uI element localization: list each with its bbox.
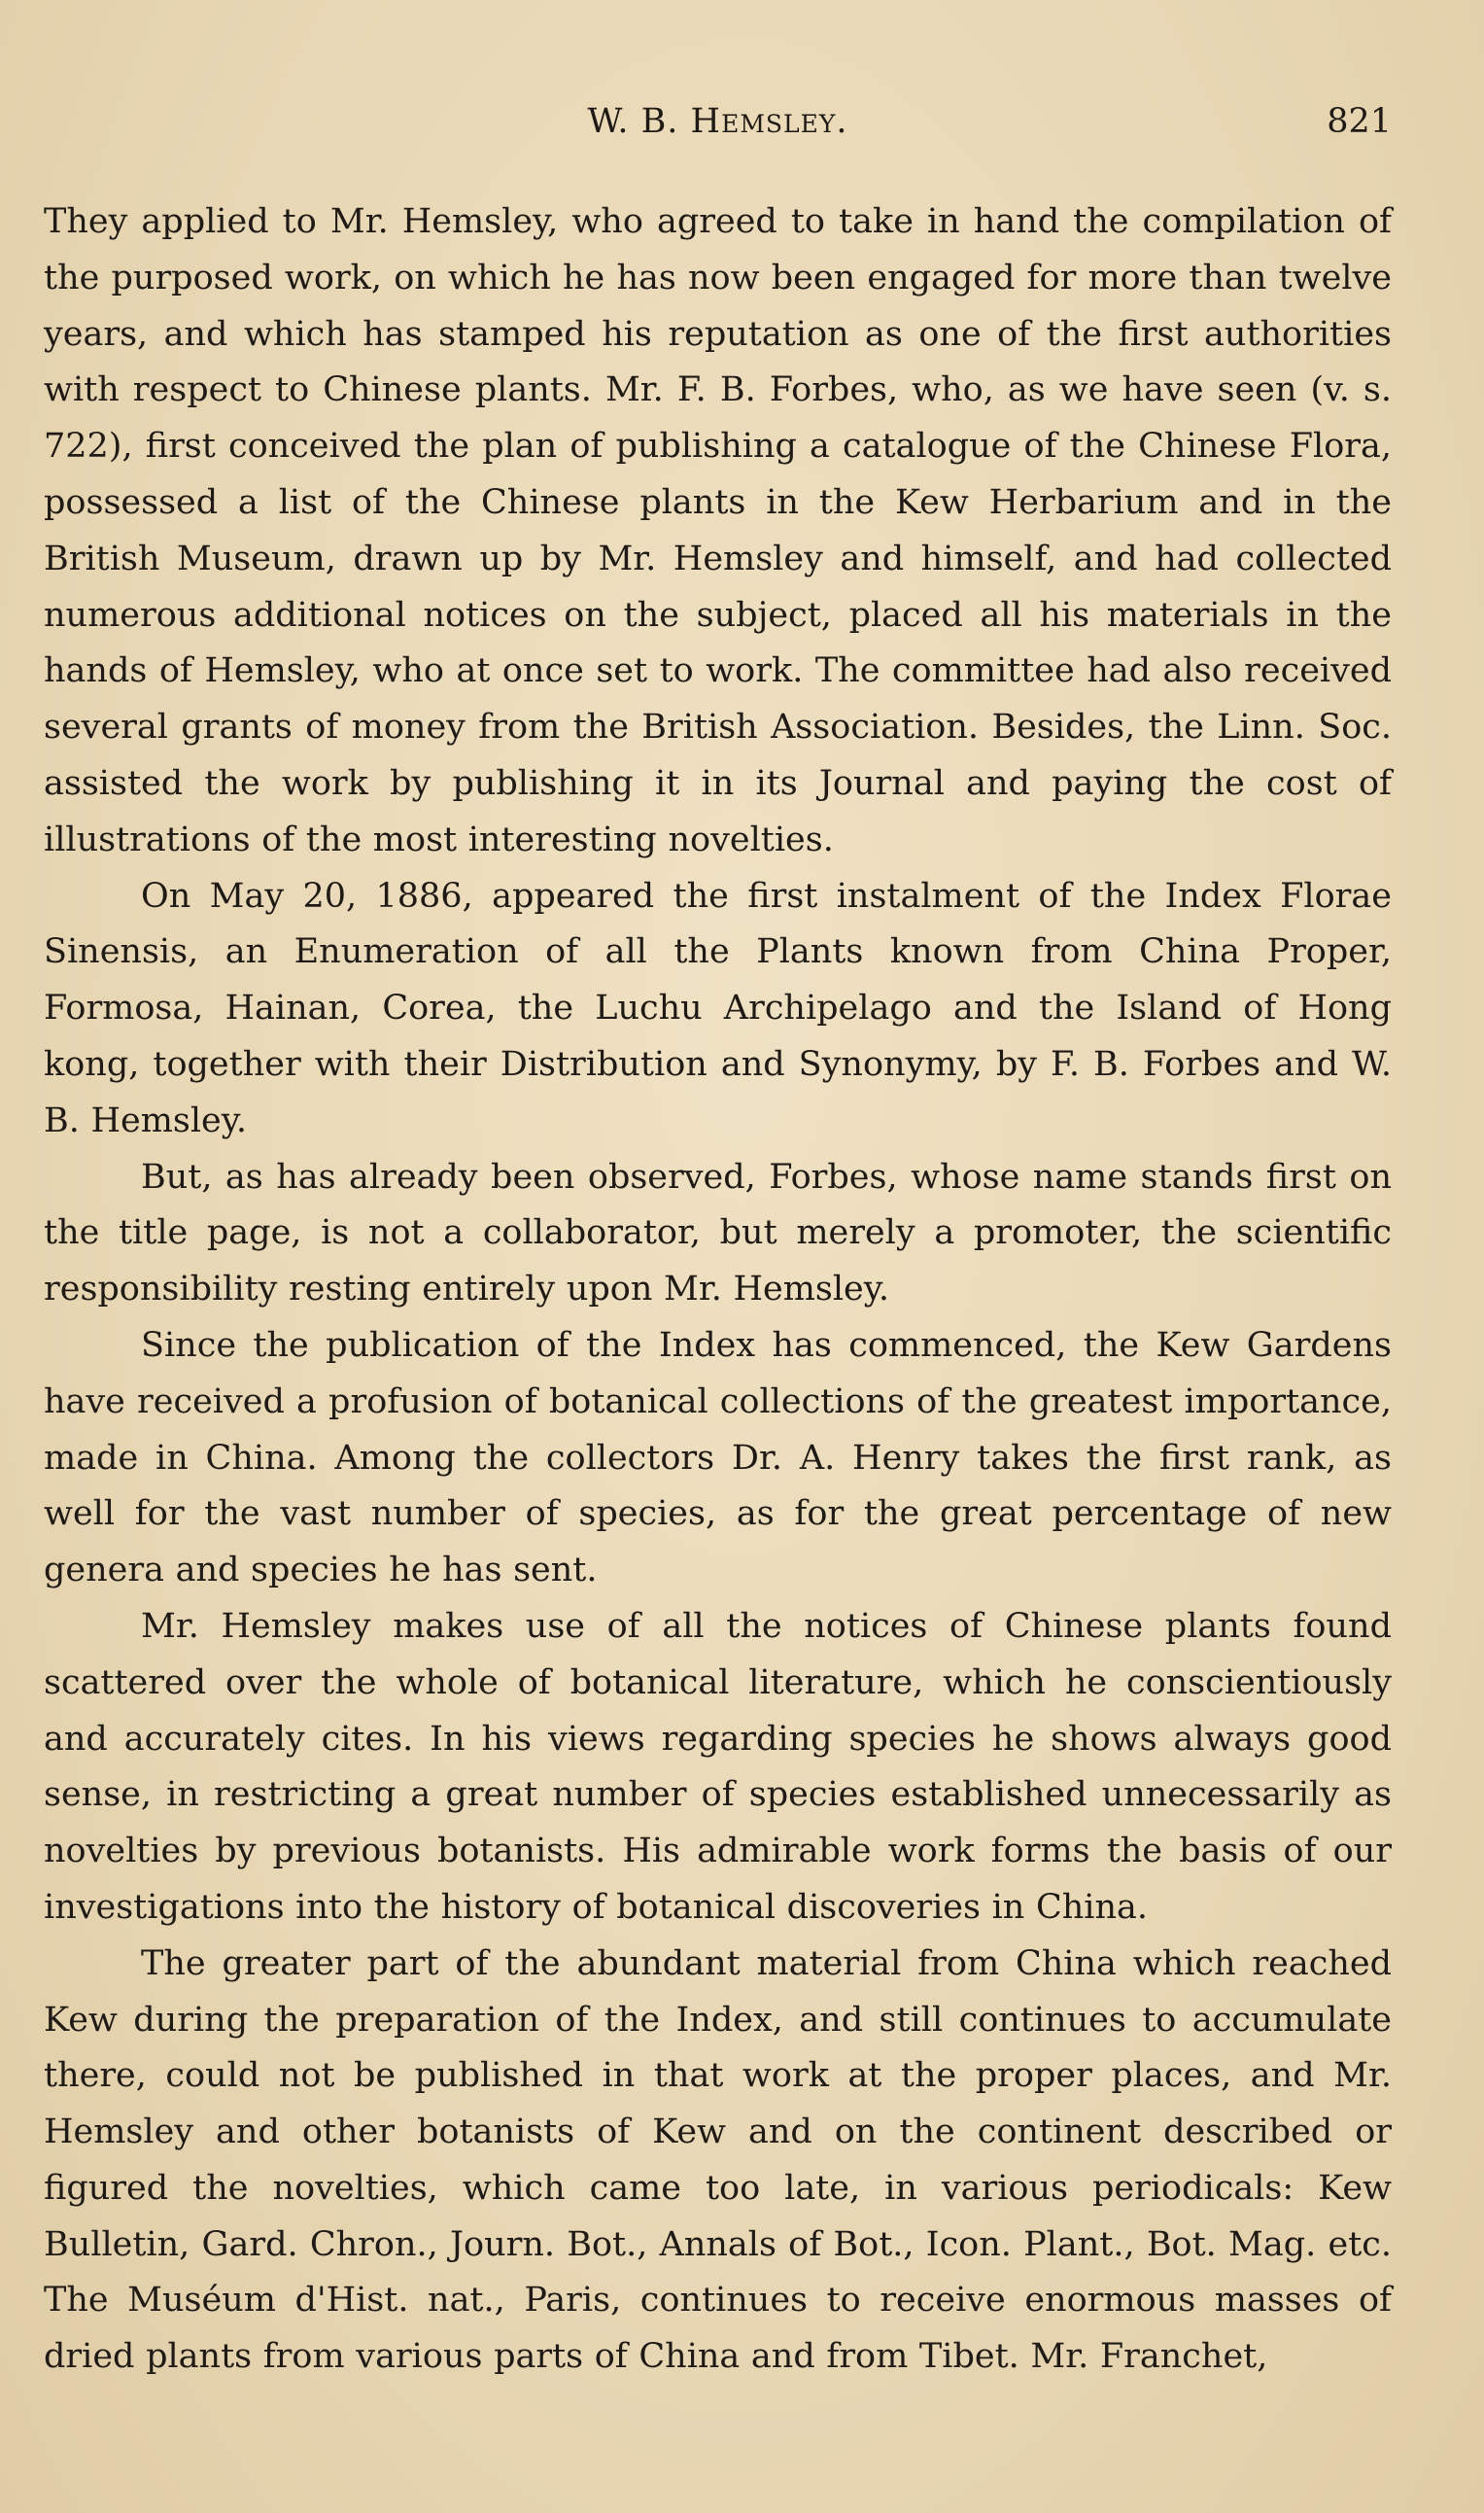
paragraph-kew-collections: Since the publication of the Index has commenced, the Kew Gardens have received a profusion of botanical collections of the greatest importance, made in China. Among the collectors Dr. A. Henry takes the first rank, as well for the vast number of species, as for the great percentage of new genera and species he has sent.	[44, 1325, 1392, 1590]
body-text	[44, 194, 1392, 2386]
paragraph-forbes-role: But, as has already been observed, Forbes, whose name stands first on the title page, is not a collaborator, but merely a promoter, the scientific responsibility resting entirely upon Mr. Hemsley.	[44, 1157, 1392, 1309]
page-header	[44, 102, 1392, 160]
paragraph-continuation: They applied to Mr. Hemsley, who agreed to take in hand the compilation of the purposed work, on which he has now been engaged for more than twelve years, and which has stamped his reputation as one of the first authorities with respect to Chinese plants. Mr. F. B. Forbes, who, as we have seen (v. s. 722), first conceived the plan of publishing a catalogue of the Chinese Flora, possessed a list of the Chinese plants in the Kew Herbarium and in the British Museum, drawn up by Mr. Hemsley and himself, and had collected numerous additional notices on the subject, placed all his materials in the hands of Hemsley, who at once set to work. The committee had also received several grants of money from the British Association. Besides, the Linn. Soc. assisted the work by publishing it in its Journal and paying the cost of illustrations of the most interesting novelties.	[44, 202, 1392, 859]
paragraph-later-material: The greater part of the abundant material from China which reached Kew during the preparation of the Index, and still continues to accumulate there, could not be published in that work at the proper places, and Mr. Hemsley and other botanists of Kew and on the continent described or figured the novelties, which came too late, in various periodicals: Kew Bulletin, Gard. Chron., Journ. Bot., Annals of Bot., Icon. Plant., Bot. Mag. etc. The Muséum d'Hist. nat., Paris, continues to receive enormous masses of dried plants from various parts of China and from Tibet. Mr. Franchet,	[44, 1943, 1392, 2377]
paragraph-hemsley-method: Mr. Hemsley makes use of all the notices of Chinese plants found scattered over the whole of botanical literature, which he conscientiously and accurately cites. In his views regarding species he shows always good sense, in restricting a great number of species established unnecessarily as novelties by previous botanists. His admirable work forms the basis of our investigations into the history of botanical discoveries in China.	[44, 1606, 1392, 1927]
paragraph-index-florae-sinensis: On May 20, 1886, appeared the first instalment of the Index Florae Sinensis, an Enumeration of all the Plants known from China Proper, Formosa, Hainan, Corea, the Luchu Archipelago and the Island of Hong kong, together with their Distribution and Synonymy, by F. B. Forbes and W. B. Hemsley.	[44, 876, 1392, 1140]
running-head: W. B. Hemsley.	[587, 102, 848, 141]
page-number: 821	[1327, 102, 1392, 141]
